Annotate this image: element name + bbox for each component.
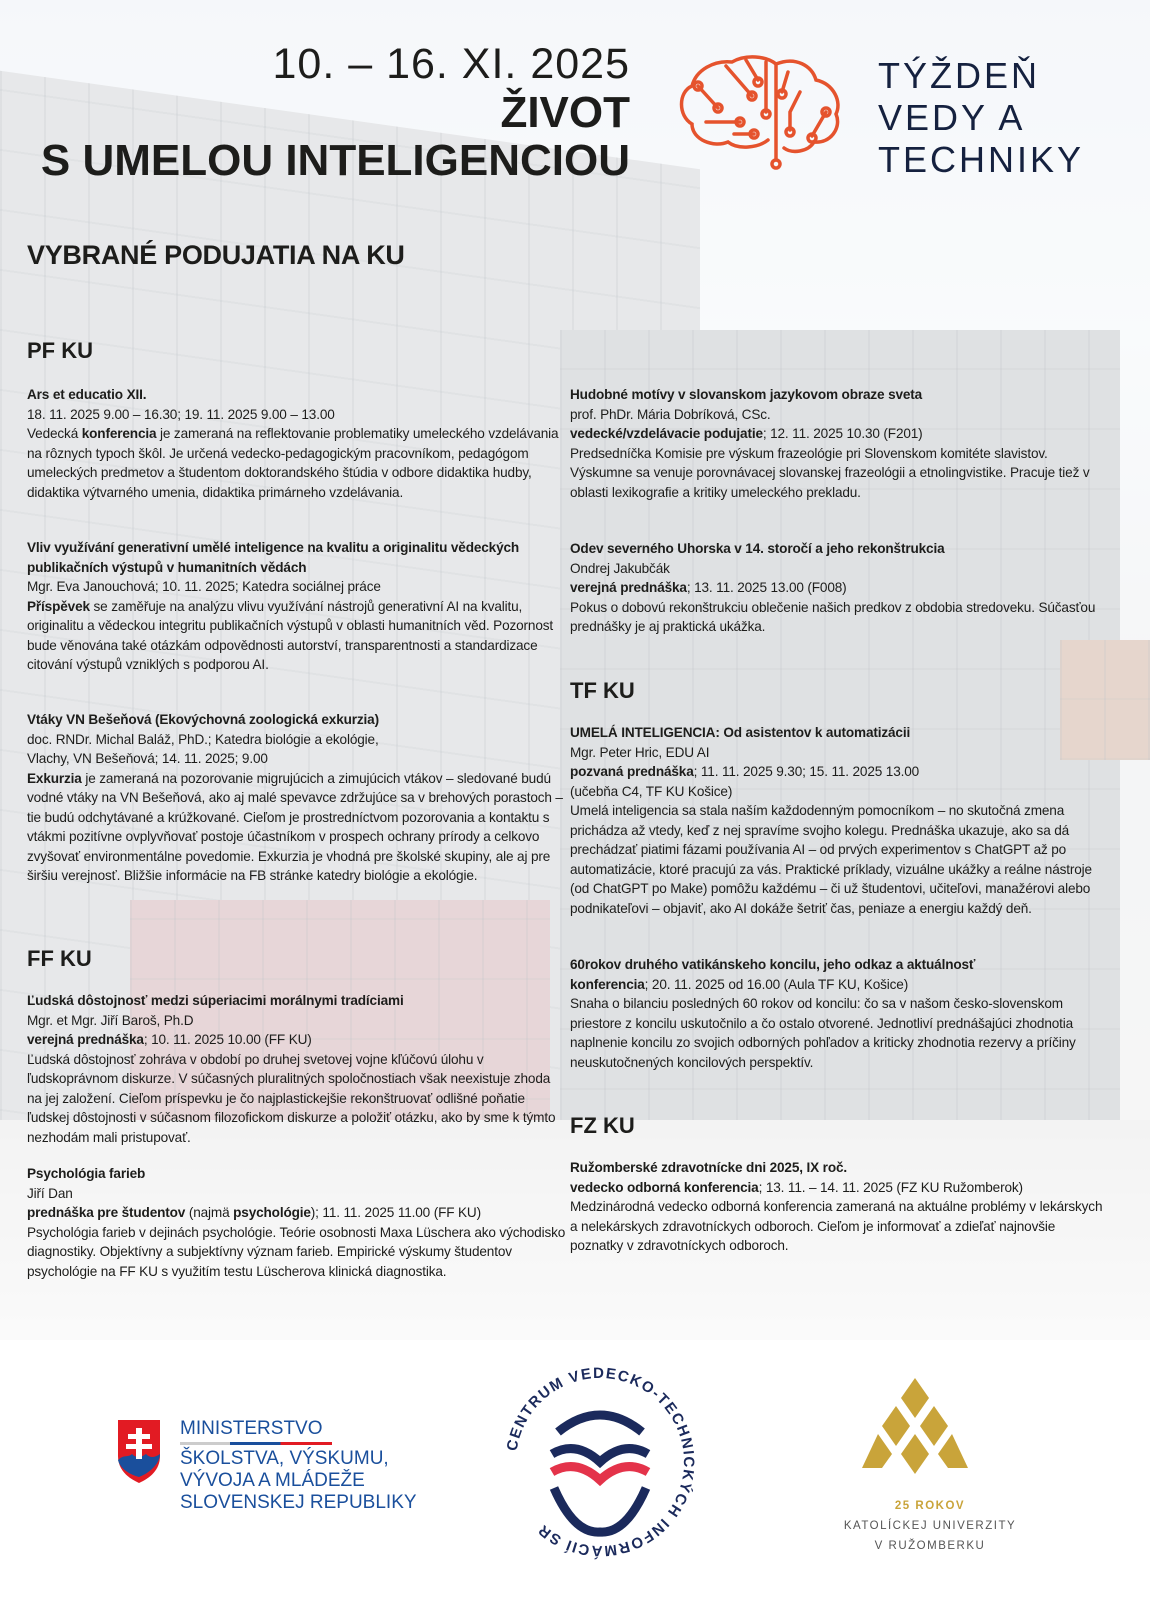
event-type-bold: vedecko odborná konferencia [570, 1179, 759, 1195]
event-line [27, 1203, 567, 1223]
event-line [570, 1178, 1110, 1198]
event-type-bold: prednáška pre študentov [27, 1205, 186, 1220]
event-type-bold: vedecké/vzdelávacie podujatie [570, 426, 763, 441]
event-item [570, 723, 1110, 918]
event-title: UMELÁ INTELIGENCIA: Od asistentov k automatizácii [570, 725, 911, 740]
event-text: Vedecká [27, 426, 82, 441]
event-text: prof. PhDr. Mária Dobríková, CSc. [570, 406, 771, 422]
event-text: Jiří Dan [27, 1185, 73, 1201]
event-title: Vliv využívání generativní umělé inteligence na kvalitu a originalitu vědeckých publikačních výstupů v humanitních vědách [27, 540, 520, 575]
event-type-bold: verejná prednáška [27, 1032, 144, 1047]
ku-25-years-logo [860, 1376, 970, 1486]
logo-line: TECHNIKY [878, 139, 1085, 180]
event-line [27, 1011, 567, 1031]
event-line [570, 994, 1110, 1072]
event-item [570, 539, 1110, 637]
event-text: Mgr. et Mgr. Jiří Baroš, Ph.D [27, 1012, 194, 1028]
event-text: Psychológia farieb v dejinách psychológie. Teórie osobnosti Maxa Lüschera ako východisko diagnostiky. Objektívny a subjektívny význam farieb. Empirické výskumy študentov psychológie na FF KU s využitím testu Lüscherova klinická diagnostika. [27, 1224, 566, 1279]
event-date: 10. – 16. XI. 2025 [272, 40, 630, 88]
event-line [570, 598, 1110, 637]
event-item [27, 385, 567, 502]
event-item [27, 538, 567, 675]
event-title: Ľudská dôstojnosť medzi súperiacimi morálnymi tradíciami [27, 993, 404, 1008]
event-text: Medzinárodná vedecko odborná konferencia zameraná na aktuálne problémy v lekárskych a nelekárskych zdravotníckych odboroch. Cieľom je informovať a zdieľať najnovšie poznatky v zdravotníckych odboroch. [570, 1199, 1103, 1253]
event-line [570, 1197, 1110, 1256]
logo-line: VEDY A [878, 97, 1026, 138]
faculty-heading: FZ KU [570, 1113, 635, 1138]
event-line [570, 444, 1110, 503]
event-title: 60rokov druhého vatikánskeho koncilu, jeho odkaz a aktuálnosť [570, 957, 976, 972]
event-text: doc. RNDr. Michal Baláž, PhD.; Katedra biológie a ekológie, [27, 731, 379, 747]
ministry-line: MINISTERSTVO [180, 1418, 323, 1439]
event-type-bold: konferencia [570, 976, 645, 992]
event-line [27, 424, 567, 502]
event-item [570, 1158, 1110, 1256]
event-line [27, 749, 567, 769]
event-text: (učebňa C4, TF KU Košice) [570, 783, 733, 799]
circuit-brain-icon [676, 42, 852, 172]
event-line [570, 782, 1110, 802]
event-text: ; 13. 11. – 14. 11. 2025 (FZ KU Ružomberok) [758, 1179, 1023, 1195]
event-text: je zameraná na reflektovanie problematiky umeleckého vzdelávania na rôznych typoch škôl. Je určená vedecko-pedagogickým pracovníkom, pedagógom umeleckých predmetov a študentom doktorandského štúdia v odbore didaktika hudby, didaktika výtvarného umenia, didaktika primárneho vzdelávania. [27, 426, 559, 500]
event-text: Mgr. Peter Hric, EDU AI [570, 744, 710, 760]
event-text: Vlachy, VN Bešeňová; 14. 11. 2025; 9.00 [27, 751, 268, 766]
logo-line: TÝŽDEŇ [878, 55, 1040, 96]
cvti-circular-text: CENTRUM VEDECKO-TECHNICKÝCH INFORMÁCIÍ SR [503, 1364, 698, 1560]
faculty-heading: PF KU [27, 338, 93, 363]
event-line [570, 405, 1110, 425]
event-line [27, 730, 567, 750]
faculty-heading: TF KU [570, 678, 635, 703]
event-type-bold: psychológie [233, 1205, 311, 1220]
event-text: (najmä [185, 1205, 234, 1220]
event-line [27, 1050, 567, 1148]
event-type-bold: konferencia [81, 426, 157, 441]
event-text: Umelá inteligencia sa stala naším každodenným pomocníkom – no skutočná zmena prichádza až vtedy, keď z nej spravíme svojho kolegu. Prednáška ukazuje, ako sa dá prechádzať piatimi fázami používania AI – od prvých experimentov s ChatGPT až po automatizácie, ktoré pracujú za vás. Praktické príklady, vizuálne ukážky a reálne nástroje (od ChatGPT po Make) pomôžu každému – či už študentovi, učiteľovi, manažérovi alebo podnikateľovi – objaviť, ako AI dokáže šetriť čas, peniaze a energiu každý deň. [570, 803, 1092, 916]
title-line-1: ŽIVOT [500, 88, 630, 137]
event-title: Ružomberské zdravotnícke dni 2025, IX roč. [570, 1160, 848, 1175]
event-title: Odev severného Uhorska v 14. storočí a jeho rekonštrukcia [570, 541, 945, 556]
event-text: Snaha o bilanciu posledných 60 rokov od koncilu: čo sa v našom česko-slovenskom priestore z koncilu uskutočnilo a čo ostalo otvorené. Jednotliví prednášajúci zhodnotia naplnenie koncilu zo svojich odborných pohľadov a kriticky zhodnotia rezervy a príčiny neuskutočnených koncilových perspektív. [570, 996, 1076, 1070]
event-line [27, 577, 567, 597]
ku-location: V RUŽOMBERKU [874, 1540, 986, 1552]
event-text: ); 11. 11. 2025 11.00 (FF KU) [310, 1205, 481, 1220]
event-type-bold: pozvaná prednáška [570, 764, 694, 779]
title-line-2: S UMELOU INTELIGENCIOU [40, 136, 630, 185]
event-line [570, 559, 1110, 579]
event-title: Vtáky VN Bešeňová (Ekovýchovná zoologická exkurzia) [27, 712, 379, 727]
event-title: Psychológia farieb [27, 1166, 146, 1181]
ministry-line: ŠKOLSTVA, VÝSKUMU, [180, 1448, 389, 1469]
slovak-coat-of-arms-icon [116, 1418, 162, 1484]
event-text: Predsedníčka Komisie pre výskum frazeológie pri Slovenskom komitéte slavistov. Výskumne sa venuje porovnávacej slovanskej frazeológii a etnolingvistike. Pracuje tiež v oblasti lexikografie a kritiky umeleckého prekladu. [570, 445, 1090, 500]
event-line [27, 1184, 567, 1204]
event-line [570, 762, 1110, 782]
event-item [570, 955, 1110, 1072]
event-title: Hudobné motívy v slovanskom jazykovom obraze sveta [570, 387, 923, 402]
event-item [570, 385, 1110, 502]
event-text: ; 13. 11. 2025 13.00 (F008) [686, 580, 847, 595]
event-item [27, 1164, 567, 1281]
event-title: Ars et educatio XII. [27, 387, 147, 402]
event-text: je zameraná na pozorovanie migrujúcich a zimujúcich vtákov – sledované budú vodné vtáky na VN Bešeňová, ako aj malé spevavce zdržujúce sa v brehových porastoch – tie budú odchytávané a krúžkované. Cieľom je prostredníctvom pozorovania a kontaktu s vtákmi pozitívne ovplyvňovať postoje účastníkom v prospech ochrany prírody a celkovo zvyšovať environmentálne povedomie. Exkurzia je vhodná pre školské skupiny, ale aj pre širšiu verejnosť. Bližšie informácie na FB stránke katedry biológie a ekológie. [27, 770, 563, 883]
ministry-line: SLOVENSKEJ REPUBLIKY [180, 1492, 417, 1513]
ku-anniversary: 25 ROKOV [894, 1500, 966, 1512]
event-text: ; 20. 11. 2025 od 16.00 (Aula TF KU, Košice) [644, 976, 909, 992]
event-text: Ľudská dôstojnosť zohráva v období po druhej svetovej vojne kľúčovú úlohu v ľudskoprávnom diskurze. V súčasných pluralitných spoločnostiach však neexistuje zhoda na jej založení. Cieľom príspevku je čo najplastickejšie rekonštruovať odlišné poňatie ľudskej dôstojnosti v súčasnom filozofickom diskurze a položiť otázku, ako by sme k týmto nezhodám mali pristupovať. [27, 1051, 556, 1145]
cvti-logo [500, 1362, 700, 1562]
event-text: Ondrej Jakubčák [570, 560, 670, 576]
ku-logo-text [820, 1496, 1040, 1556]
event-line [27, 1030, 567, 1050]
event-text: 18. 11. 2025 9.00 – 16.30; 19. 11. 2025 9.00 – 13.00 [27, 406, 335, 422]
event-type-bold: verejná prednáška [570, 580, 687, 595]
event-line [27, 769, 567, 886]
event-type-bold: Příspěvek [27, 598, 90, 614]
ku-name: KATOLÍCKEJ UNIVERZITY [843, 1520, 1017, 1532]
event-line [570, 743, 1110, 763]
event-line [27, 1223, 567, 1282]
faculty-heading: FF KU [27, 946, 92, 971]
event-text: Mgr. Eva Janouchová; 10. 11. 2025; Katedra sociálnej práce [27, 579, 381, 594]
event-text: Pokus o dobovú rekonštrukciu oblečenie našich predkov z obdobia stredoveku. Súčasťou prednášky je aj praktická ukážka. [570, 599, 1096, 634]
event-text: ; 11. 11. 2025 9.30; 15. 11. 2025 13.00 [693, 764, 920, 779]
event-type-bold: Exkurzia [27, 770, 82, 786]
event-line [27, 597, 567, 675]
ministry-line: VÝVOJA A MLÁDEŽE [180, 1470, 365, 1491]
section-subtitle: VYBRANÉ PODUJATIA NA KU [27, 240, 405, 270]
event-line [570, 975, 1110, 995]
tyzden-vedy-logo-text [878, 55, 1084, 181]
event-text: ; 10. 11. 2025 10.00 (FF KU) [143, 1032, 312, 1047]
event-line [570, 578, 1110, 598]
event-line [27, 405, 567, 425]
event-item [27, 991, 567, 1147]
ministry-logo-text [180, 1418, 417, 1514]
event-line [570, 424, 1110, 444]
event-text: ; 12. 11. 2025 10.30 (F201) [762, 426, 923, 441]
event-line [570, 801, 1110, 918]
event-item [27, 710, 567, 886]
event-text: se zaměřuje na analýzu vlivu využívání nástrojů generativní AI na kvalitu, originalitu a vědeckou integritu publikačních výstupů v oblasti humanitních věd. Pozornost bude věnována také otázkám odpovědnosti autorství, transparentnosti a standardizace citování výstupů vzniklých s podporou AI. [27, 598, 554, 672]
